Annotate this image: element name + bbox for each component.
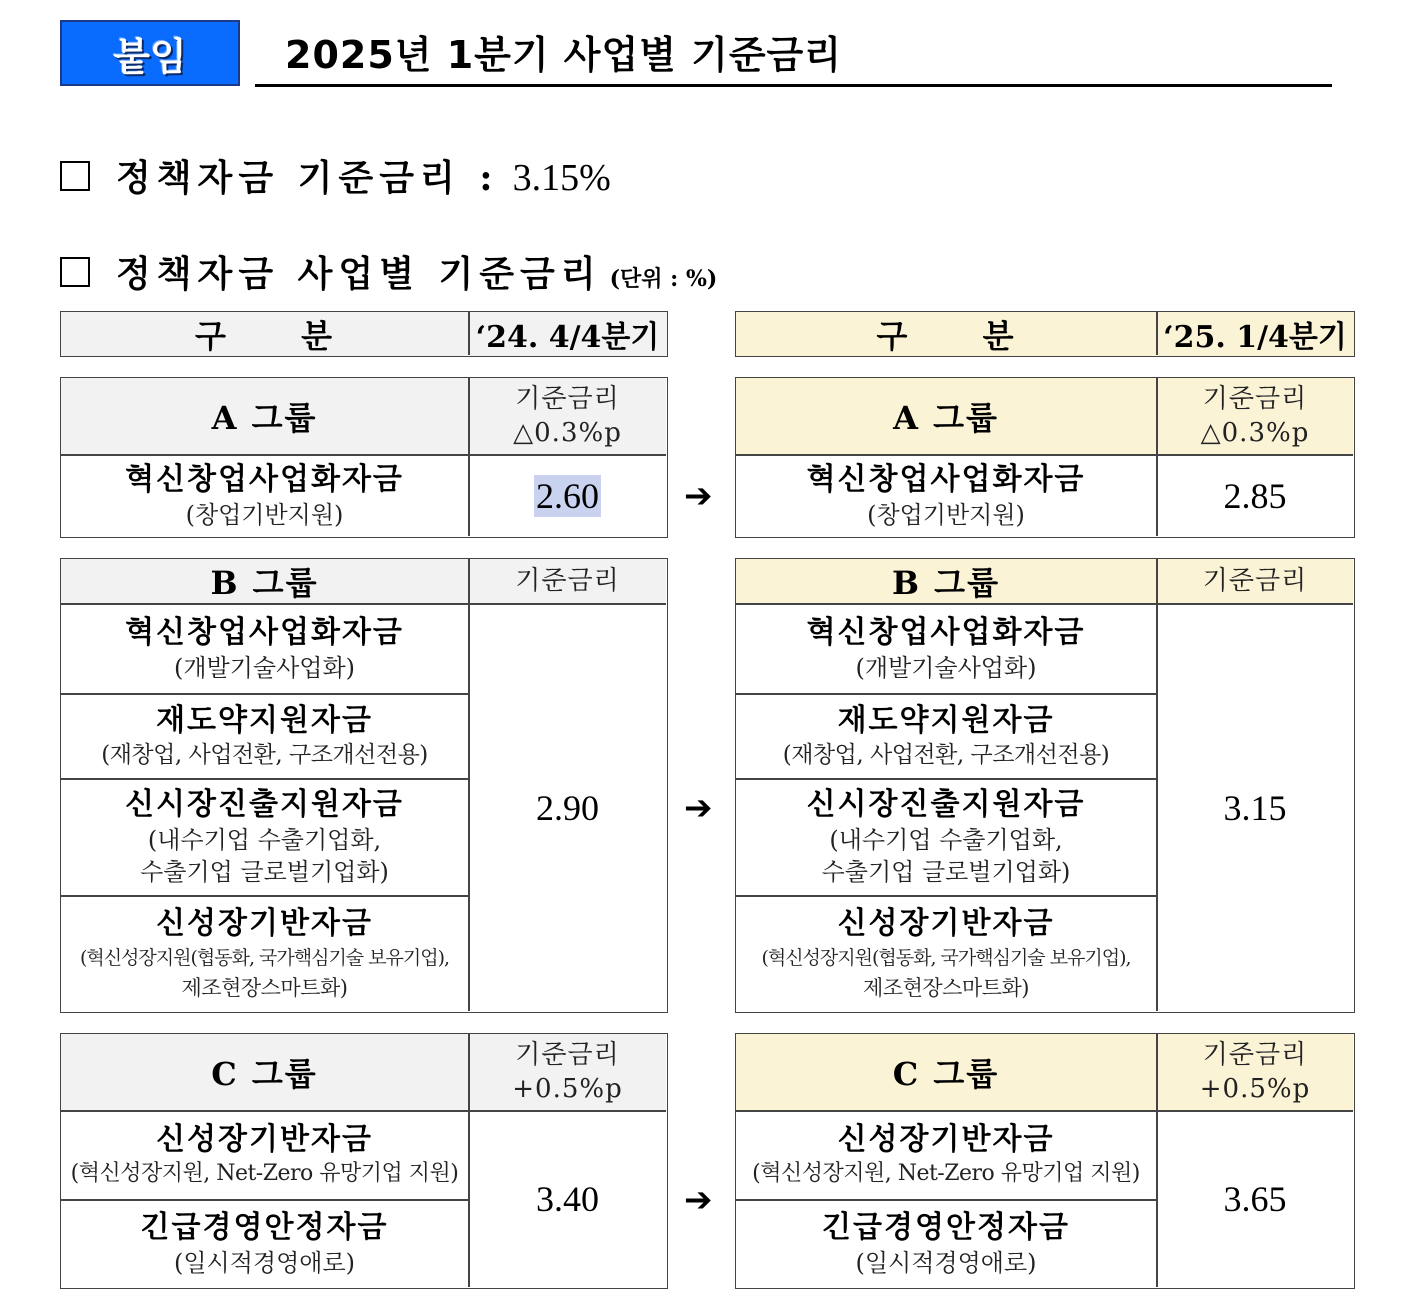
fund-name: 신성장기반자금 (837, 1122, 1055, 1157)
fund-name: 신성장기반자금 (837, 905, 1055, 941)
right-group-c-table (735, 1033, 1355, 1289)
rate-value: 2.60 (536, 475, 599, 516)
left-group-c-table (60, 1033, 668, 1289)
fund-subtitle: 제조현장스마트화) (863, 975, 1029, 1000)
fund-subtitle: (혁신성장지원, Net-Zero 유망기업 지원) (70, 1161, 459, 1186)
rate-label: 기준금리 (515, 566, 620, 596)
table-row (61, 694, 468, 778)
col-period-prev: ‘24. 4/4분기 (475, 319, 660, 355)
fund-subtitle: (창업기반지원) (867, 500, 1025, 529)
rate-value: 2.85 (1223, 475, 1287, 516)
table-row (736, 694, 1156, 778)
rate-value: 3.40 (536, 1179, 599, 1219)
right-group-a-table (735, 377, 1355, 538)
fund-name: 긴급경영안정자금 (822, 1209, 1070, 1245)
right-group-b-table (735, 558, 1355, 1013)
document-header (60, 20, 1332, 90)
rate-label: 기준금리 (1202, 384, 1308, 414)
fund-subtitle: (일시적경영애로) (855, 1248, 1037, 1277)
left-column-header (60, 311, 668, 357)
fund-subtitle: (재창업, 사업전환, 구조개선전용) (101, 742, 428, 768)
fund-name: 신시장진출지원자금 (806, 787, 1086, 822)
col-gubun: 구 분 (876, 316, 1016, 355)
right-column-header (735, 311, 1355, 357)
group-b-title: B 그룹 (891, 564, 1000, 602)
table-row (736, 1200, 1156, 1287)
rate-adjustment: +0.5%p (512, 1074, 623, 1104)
fund-subtitle: (개발기술사업화) (855, 653, 1037, 682)
table-row (736, 896, 1156, 1011)
rate-label: 기준금리 (515, 384, 620, 414)
group-c-title: C 그룹 (211, 1055, 318, 1093)
checkbox-icon (60, 257, 90, 287)
table-row (736, 1111, 1156, 1199)
arrow-right-icon: ➔ (684, 788, 713, 828)
group-c-title: C 그룹 (892, 1055, 1000, 1093)
fund-subtitle: (개발기술사업화) (173, 653, 355, 682)
by-project-label: 정책자금 사업별 기준금리 (116, 253, 602, 295)
fund-name: 혁신창업사업화자금 (125, 614, 404, 650)
fund-subtitle: 수출기업 글로벌기업화) (140, 858, 389, 886)
fund-subtitle: 수출기업 글로벌기업화) (821, 858, 1071, 886)
fund-subtitle: 제조현장스마트화) (181, 975, 348, 1000)
table-row (61, 604, 468, 693)
rate-adjustment: △0.3%p (513, 418, 622, 448)
col-period-current: ‘25. 1/4분기 (1163, 319, 1347, 355)
left-group-a-table (60, 377, 668, 538)
fund-subtitle: (창업기반지원) (185, 500, 344, 529)
table-row (61, 779, 468, 895)
rate-label: 기준금리 (1202, 1040, 1308, 1070)
left-group-b-table (60, 558, 668, 1013)
fund-subtitle: (재창업, 사업전환, 구조개선전용) (782, 742, 1110, 768)
table-row (736, 779, 1156, 895)
fund-subtitle: (일시적경영애로) (173, 1248, 355, 1277)
fund-subtitle: (혁신성장지원(협동화, 국가핵심기술 보유기업), (79, 946, 450, 969)
table-row (61, 1111, 468, 1199)
fund-name: 혁신창업사업화자금 (806, 461, 1086, 497)
rate-adjustment: △0.3%p (1200, 418, 1310, 448)
rate-value: 3.15 (1223, 787, 1287, 828)
fund-name: 혁신창업사업화자금 (125, 461, 404, 497)
by-project-line (60, 246, 717, 297)
arrow-right-icon: ➔ (684, 1180, 713, 1220)
rate-value: 2.90 (536, 787, 599, 828)
rate-label: 기준금리 (1202, 566, 1308, 596)
unit-label: (단위 : %) (609, 266, 718, 292)
group-a-title: A 그룹 (893, 399, 999, 437)
policy-rate-line (60, 150, 611, 201)
fund-subtitle: (내수기업 수출기업화, (147, 826, 382, 854)
group-a-title: A 그룹 (211, 399, 318, 437)
fund-subtitle: (혁신성장지원, Net-Zero 유망기업 지원) (752, 1161, 1140, 1186)
rate-adjustment: +0.5%p (1199, 1074, 1311, 1104)
rate-label: 기준금리 (515, 1040, 620, 1070)
page-title: 2025년 1분기 사업별 기준금리 (285, 33, 842, 77)
title-underline (255, 84, 1332, 87)
table-row (61, 896, 468, 1011)
group-b-title: B 그룹 (210, 564, 319, 602)
col-gubun: 구 분 (195, 316, 334, 355)
fund-name: 재도약지원자금 (156, 703, 373, 738)
table-row (736, 604, 1156, 693)
fund-name: 재도약지원자금 (837, 703, 1055, 738)
table-row (61, 1200, 468, 1287)
checkbox-icon (60, 161, 90, 191)
fund-name: 신성장기반자금 (156, 1122, 373, 1157)
policy-rate-value: 3.15% (512, 157, 611, 199)
fund-name: 긴급경영안정자금 (140, 1209, 389, 1245)
fund-subtitle: (혁신성장지원(협동화, 국가핵심기술 보유기업), (761, 946, 1131, 969)
fund-name: 신시장진출지원자금 (125, 787, 404, 822)
rate-value: 3.65 (1223, 1179, 1287, 1219)
arrow-right-icon: ➔ (684, 476, 713, 516)
attachment-badge: 붙임 (60, 20, 240, 86)
fund-name: 혁신창업사업화자금 (806, 614, 1086, 650)
policy-rate-label: 정책자금 기준금리 : (116, 157, 499, 199)
fund-name: 신성장기반자금 (156, 905, 373, 941)
fund-subtitle: (내수기업 수출기업화, (829, 826, 1063, 854)
